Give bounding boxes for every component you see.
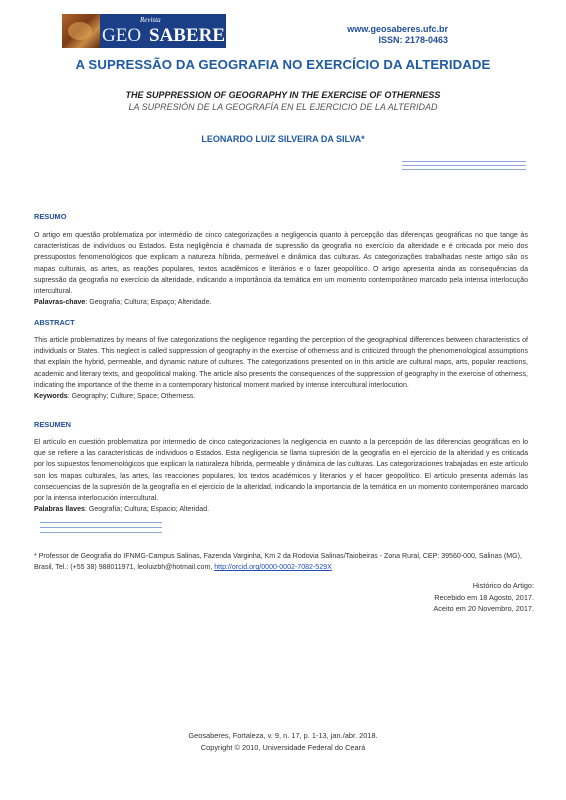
abstract-keywords: : Geography; Culture; Space; Otherness. xyxy=(67,393,196,401)
resumo-keywords: : Geografia; Cultura; Espaço; Alteridade. xyxy=(85,299,212,307)
abstract-body: This article problematizes by means of five categorizations the negligence regarding the perception of the geographical differences between characteristics of individuals or States. This neglect is called suppression of geography in the exercise of otherness and is criticized through the phenomenological assumptions that explain the hybrid, permeable, and dynamic nature of cultures. The categorizations presented on in this article are cultural maps, arts, popular reactions, academic and literary texts, and geopolitical making. The article also presents the consequences of the suppression of geography in the exercise of otherness, indicating the importance of the theme in a contemporary historical moment marked by intense intercultural interlocution. xyxy=(34,337,528,389)
journal-info xyxy=(347,24,448,46)
author-footnote xyxy=(34,551,534,574)
citation-line: Geosaberes, Fortaleza, v. 9, n. 17, p. 1-13, jan./abr. 2018. xyxy=(188,731,378,740)
resumo-keywords-label: Palavras-chave xyxy=(34,299,86,307)
abstract-heading: ABSTRACT xyxy=(34,318,75,327)
geosaberes-logo[interactable] xyxy=(62,14,236,48)
citation-footer xyxy=(0,730,566,753)
footnote-text: * Professor de Geografia do IFNMG-Campus Salinas, Fazenda Varginha, Km 2 da Rodovia Salinas/Taiobeiras - Zona Rural, CEP: 39560-000, Salinas (MG), Brasil, Tel.: (+55 38) 988011971, leoluizbh@hotmail.com, xyxy=(34,553,522,572)
history-received: Recebido em 18 Agosto, 2017. xyxy=(434,592,534,602)
logo-artwork xyxy=(62,14,100,48)
decorative-rule xyxy=(402,161,526,173)
orcid-link[interactable]: http://orcid.org/0000-0002-7082-529X xyxy=(214,564,332,572)
copyright-line: Copyright © 2010, Universidade Federal do Ceará xyxy=(200,742,366,752)
resumen-keywords: : Geografía; Cultura; Espacio; Alteridad. xyxy=(84,506,210,514)
author-name: LEONARDO LUIZ SILVEIRA DA SILVA* xyxy=(201,134,365,144)
journal-issn: ISSN: 2178-0463 xyxy=(378,35,448,45)
logo-revista-text: Revista xyxy=(140,16,161,24)
abstract-keywords-label: Keywords xyxy=(34,393,68,401)
resumo-body: O artigo em questão problematiza por intermédio de cinco categorizações a negligencia quanto à percepção das diferenças geográficas no que tange às características de indivíduos ou Estados. Esta negligência é chamada de supressão da geografia no exercício da alteridade e é criticada por meio dos pressupostos fenomenológicos que explicam a natureza híbrida, permeável e dinâmica das culturas. As categorizações trabalhadas neste artigo são os mapas culturais, as artes, as reações populares, textos acadêmicos e literários e o fazer geopolítico. O artigo apresenta ainda as consequências da supressão da geografia no exercício da alteridade, indicando a importância da temática em um momento contemporâneo marcado pela intensa interlocução intercultural. xyxy=(34,232,528,296)
logo-saberes-text: SABERES xyxy=(149,25,236,46)
title-spanish: LA SUPRESIÓN DE LA GEOGRAFÍA EN EL EJERCICIO DE LA ALTERIDAD xyxy=(128,102,438,112)
journal-website[interactable]: www.geosaberes.ufc.br xyxy=(347,24,448,34)
history-accepted: Aceito em 20 Novembro, 2017. xyxy=(433,604,534,614)
title-portuguese: A SUPRESSÃO DA GEOGRAFIA NO EXERCÍCIO DA ALTERIDADE xyxy=(75,57,491,72)
resumen-body: El artículo en cuestión problematiza por intermedio de cinco categorizaciones la negligencia en cuanto a la percepción de las diferencias geográficas en lo que se refiere a las características de individuos o Estados. Esta negligencia se llama supresión de la geografía en el ejercicio de la alteridad y es criticada por los supuestos fenomenológicos que explican la naturaleza híbrida, permeable y dinámica de las culturas. Las categorizaciones trabajadas en este artículo son los mapas culturales, las artes, las reacciones populares, los textos académicos y literarios y el hacer geopolítico. El artículo presenta además las consecuencias de la supresión de la geografía en el ejercicio de la alteridad, indicando la importancia de la temática en un momento contemporáneo marcado por la intensa interlocución intercultural. xyxy=(34,439,528,503)
resumo-heading: RESUMO xyxy=(34,212,67,221)
history-label: Histórico do Artigo: xyxy=(472,581,534,590)
resumo-section xyxy=(34,230,528,308)
title-english: THE SUPPRESSION OF GEOGRAPHY IN THE EXERCISE OF OTHERNESS xyxy=(125,90,441,100)
abstract-section xyxy=(34,335,528,402)
resumen-keywords-label: Palabras llaves xyxy=(34,506,85,514)
resumen-heading: RESUMEN xyxy=(34,420,71,429)
article-history xyxy=(433,580,534,615)
logo-geo-text: GEO xyxy=(102,25,142,46)
resumen-section xyxy=(34,437,528,515)
footnote-separator xyxy=(40,522,162,537)
